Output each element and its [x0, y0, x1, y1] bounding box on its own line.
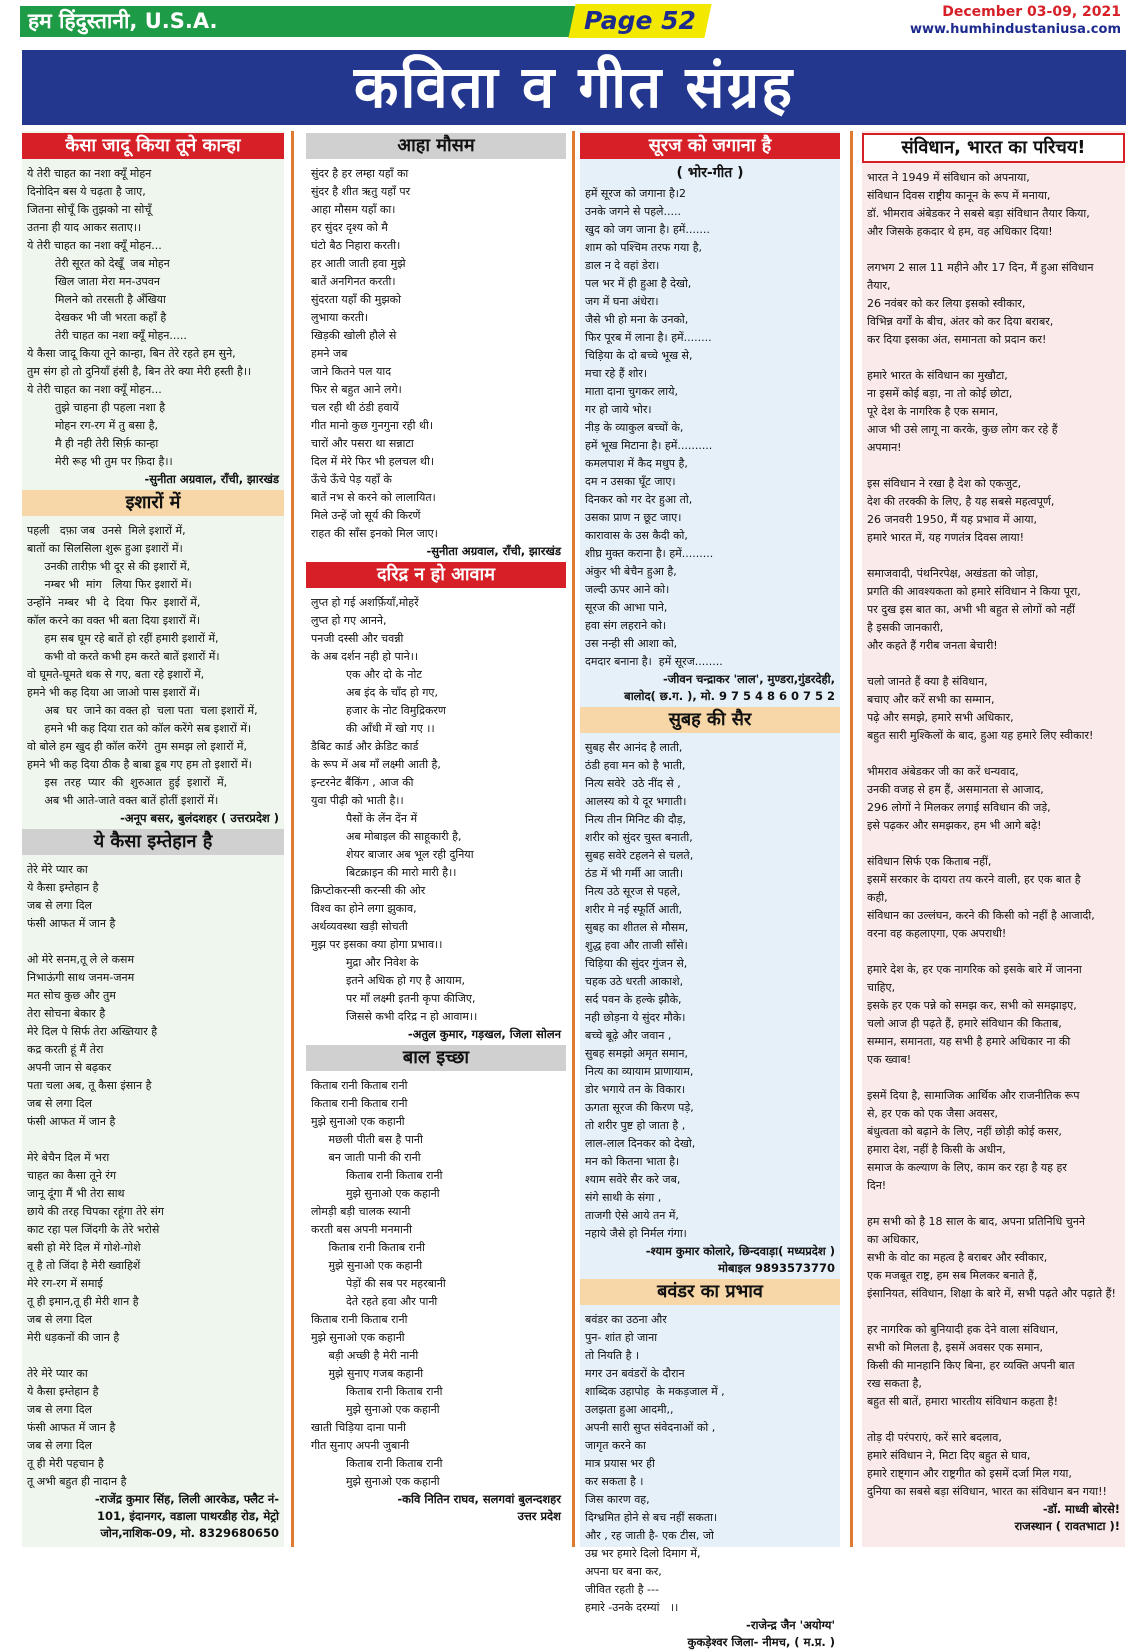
- poem-body: हमें सूरज को जगाना है।2 उनके जगने से पहले..... खुद को जग जाना है। हमें....... शाम को पश्चिम तरफ गया है, डाल न दे वहां डेरा। पल भर में ही हुआ है देखो, जग में घना अंधेरा। जैसे भी हो मना के उनको, फिर पूरब में लाना है। हमें........ चिड़िया के दो बच्चे भूख से, मचा रहे हैं शोर। माता दाना चुगकर लाये, गर हो जाये भोर। नीड़ के व्याकुल बच्चों के, हमें भूख मिटाना है। हमें.......... कमलपाश में कैद मधुप है, दम न उसका घूँट जाए। दिनकर को गर देर हुआ तो, उसका प्राण न छूट जाए। कारावास के उस कैदी को, शीघ्र मुक्त कराना है। हमें......... अंकुर भी बेचैन हुआ है, जल्दी ऊपर आने को। सूरज की आभा पाने, हवा संग लहराने को। उस नन्ही सी आशा को, दमदार बनाना है। हमें सूरज........: [585, 187, 723, 668]
- website-link[interactable]: www.humhindustaniusa.com: [909, 22, 1121, 37]
- page-number: [568, 4, 711, 38]
- poem-author: -श्याम कुमार कोलारे, छिन्दवाड़ा( मध्यप्रदेश ) मोबाइल 9893573770: [645, 1244, 835, 1275]
- poem-title: सुबह की सैर: [580, 707, 840, 733]
- column-3: [580, 131, 840, 1649]
- poem-title: बाल इच्छा: [306, 1045, 566, 1071]
- poem-author: -राजेंद्र कुमार सिंह, लिली आरकेड, फ्लैट नं- 101, इंदानगर, वडाला पाथरडीह रोड, मेट्रो जोन,नाशिक-09, मो. 8329680650: [94, 1492, 279, 1540]
- page-header: [0, 0, 1135, 44]
- poem-author: -सुनीता अग्रवाल, राँची, झारखंड: [426, 544, 561, 558]
- poem-author: -अनूप बसर, बुलंदशहर ( उत्तरप्रदेश ): [120, 811, 279, 825]
- poem-body: लुप्त हो गई अशर्फ़ियाँ,मोहरें लुप्त हो गए आनने, पनजी दस्सी और चवन्नी के अब दर्शन नही हो पाने।। एक और दो के नोट अब इंद के चाँद हो गए, हजार के नोट विमुद्रिकरण की आँधी में खो गए ।। डैबिट कार्ड और क्रेडिट कार्ड के रूप में अब माँ लक्ष्मी आती है, इन्टरनेट बैंकिंग , आज की युवा पीढ़ी को भाती है।। पैसों के लेंन देंन में अब मोबाइल की साहूकारी है, शेयर बाजार अब भूल रही दुनिया बिटक्राइन की मारो मारी है।। क्रिप्टोकरन्सी करन्सी की ओर विश्व का होने लगा झुकाव, अर्थव्यवस्था खड़ी सोचती मुझ पर इसका क्या होगा प्रभाव।। मुद्रा और निवेश के इतने अधिक हो गए है आयाम, पर माँ लक्ष्मी इतनी कृपा कीजिए, जिससे कभी दरिद्र न हो आवाम।।: [311, 596, 478, 1023]
- column-divider: [291, 131, 294, 1547]
- poem-title: संविधान, भारत का परिचय!: [862, 133, 1125, 163]
- column-2: [306, 131, 566, 1547]
- poem-title: आहा मौसम: [306, 133, 566, 159]
- poem-author: -जीवन चन्द्राकर 'लाल', मुण्डरा,गुंडरदेही, बालोद( छ.ग. ), मो. 9 7 5 4 8 6 0 7 5 2: [624, 672, 835, 703]
- poem-body: सुबह सैर आनंद है लाती, ठंडी हवा मन को है भाती, नित्य सवेरे उठे नींद से , आलस्य को ये दूर भगाती। नित्य तीन मिनिट की दौड़, शरीर को सुंदर चुस्त बनाती, सुबह सवेरे टहलने से चलते, ठंड में भी गर्मी आ जाती। नित्य उठे सूरज से पहले, शरीर मे नई स्फूर्ति आती, सुबह का शीतल से मौसम, शुद्ध हवा और ताजी साँसे। चिड़िया की सुंदर गुंजन से, चहक उठे धरती आकाशे, सर्द पवन के हल्के झौके, नही छोड़ना ये सुंदर मौके। बच्चे बूढ़े और जवान , सुबह समझो अमृत समान, नित्य का व्यायाम प्राणायाम, डोर भगाये तन के विकार। ऊगता सूरज की किरण पड़े, तो शरीर पुष्ट हो जाता है , लाल-लाल दिनकर को देखो, मन को कितना भाता है। श्याम सवेरे सैर करे जब, संगे साथी के संगा , ताजगी ऐसे आये तन में, नहाये जैसे हो निर्मल गंगा।: [585, 741, 696, 1240]
- column-divider: [572, 131, 575, 1547]
- poem-title: ये कैसा इम्तेहान है: [22, 829, 284, 855]
- poem-author: -सुनीता अग्रवाल, राँची, झारखंड: [144, 472, 279, 486]
- poem-author: -कवि नितिन राघव, सलगवां बुलन्दशहर उत्तर प्रदेश: [397, 1492, 561, 1523]
- page-number-text: Page 52: [584, 6, 696, 35]
- issue-date: December 03-09, 2021: [942, 4, 1121, 20]
- poem-title: कैसा जादू किया तूने कान्हा: [22, 133, 284, 159]
- poem-title: इशारों में: [22, 490, 284, 516]
- poem-body: किताब रानी किताब रानी किताब रानी किताब रानी मुझे सुनाओ एक कहानी मछली पीती बस है पानी बन जाती पानी की रानी किताब रानी किताब रानी मुझे सुनाओ एक कहानी लोमड़ी बड़ी चालक स्यानी करती बस अपनी मनमानी किताब रानी किताब रानी मुझे सुनाओ एक कहानी पेड़ों की सब पर महरबानी देते रहते हवा और पानी किताब रानी किताब रानी मुझे सुनाओ एक कहानी बड़ी अच्छी है मेरी नानी मुझे सुनाए गजब कहानी किताब रानी किताब रानी मुझे सुनाओ एक कहानी खाती चिड़िया दाना पानी गीत सुनाए अपनी जुबानी किताब रानी किताब रानी मुझे सुनाओ एक कहानी: [311, 1079, 446, 1488]
- poem-body: बवंडर का उठना और पुन- शांत हो जाना तो नियति है । मगर उन बवंडरों के दौरान शाब्दिक उहापोह के मकड़जाल में , उलझता हुआ आदमी,, अपनी सारी सुप्त संवेदनाओं को , जागृत करने का मात्र प्रयास भर ही कर सकता है । जिस कारण वह, दिग्भ्रमित होने से बच नहीं सकता। और , रह जाती है- एक टीस, जो उम्र भर हमारे दिलो दिमाग में, अपना घर बना कर, जीवित रहती है --- हमारे -उनके दरम्यां ।।: [585, 1313, 725, 1614]
- poem-body: भारत ने 1949 में संविधान को अपनाया, संविधान दिवस राष्ट्रीय कानून के रूप में मनाया, डॉ. भीमराव अंबेडकर ने सबसे बड़ा संविधान तैयार किया, और जिसके हकदार थे हम, वह अधिकार दिया! लगभग 2 साल 11 महीने और 17 दिन, मैं हुआ संविधान तैयार, 26 नवंबर को कर लिया इसको स्वीकार, विभिन्न वर्गों के बीच, अंतर को कर दिया बराबर, कर दिया इसका अंत, समानता को प्रदान कर! हमारे भारत के संविधान का मुखौटा, ना इसमें कोई बड़ा, ना तो कोई छोटा, पूरे देश के नागरिक है एक समान, आज भी उसे लागू ना करके, कुछ लोग कर रहे हैं अपमान! इस संविधान ने रखा है देश को एकजुट, देश की तरक्की के लिए, है यह सबसे महत्वपूर्ण, 26 जनवरी 1950, मैं यह प्रभाव में आया, हमारे भारत में, यह गणतंत्र दिवस लाया! समाजवादी, पंथनिरपेक्ष, अखंडता को जोड़ा, प्रगति की आवश्यकता को हमारे संविधान ने किया पूरा, पर दुख इस बात का, अभी भी बहुत से लोगों को नहीं है इसकी जानकारी, और कहते हैं गरीब जनता बेचारी! चलो जानते हैं क्या है संविधान, बचाए और करें सभी का सम्मान, पढ़े और समझे, हमारे सभी अधिकार, बहुत सारी मुश्किलों के बाद, हुआ यह हमारे लिए स्वीकार! भीमराव अंबेडकर जी का करें धन्यवाद, उनकी वजह से हम हैं, असमानता से आजाद, 296 लोगों ने मिलकर लगाई सविधान की जड़े, इसे पढ़कर और समझकर, हम भी आगे बढ़े! संविधान सिर्फ एक किताब नहीं, इसमें सरकार के दायरा तय करने वाली, हर एक बात है कही, संविधान का उल्लंघन, करने की किसी को नहीं है आजादी, वरना वह कहलाएगा, एक अपराधी! हमारे देश के, हर एक नागरिक को इसके बारे में जानना चाहिए, इसके हर एक पन्ने को समझ कर, सभी को समझाइए, चलो आज ही पढ़ते हैं, हमारे संविधान की किताब, सम्मान, समानता, यह सभी है हमारे अधिकार ना की एक ख्वाब! इसमें दिया है, सामाजिक आर्थिक और राजनीतिक रूप से, हर एक को एक जैसा अवसर, बंधुत्वता को बढ़ाने के लिए, नहीं छोड़ी कोई कसर, हमारा देश, नहीं है किसी के अधीन, समाज के कल्याण के लिए, काम कर रहा है यह हर दिन! हम सभी को है 18 साल के बाद, अपना प्रतिनिधि चुनने का अधिकार, सभी के वोट का महत्व है बराबर और स्वीकार, एक मजबूत राष्ट्र, हम सब मिलकर बनाते हैं, इंसानियत, संविधान, शिक्षा के बारे में, सभी पढ़ते और पढ़ाते हैं! हर नागरिक को बुनियादी हक देने वाला संविधान, सभी को मिलता है, इसमें अवसर एक समान, किसी की मानहानि किए बिना, हर व्यक्ति अपनी बात रख सकता है, बहुत सी बातें, हमारा भारतीय संविधान कहता है! तोड़ दी परंपराएं, करें सारे बदलाव, हमारे संविधान ने, मिटा दिए बहुत से घाव, हमारे राष्ट्गान और राष्ट्रगीत को इसमें दर्जा मिल गया, दुनिया का सबसे बड़ा संविधान, भारत का संविधान बन गया!!: [867, 171, 1116, 1498]
- poem-title: सूरज को जगाना है: [580, 133, 840, 159]
- poem-author: -अतुल कुमार, गड़खल, जिला सोलन: [407, 1027, 561, 1041]
- poem-body: सुंदर है हर लम्हा यहाँ का सुंदर है शीत ऋतु यहाँ पर आहा मौसम यहाँ का। हर सुंदर दृश्य को मै घंटो बैठ निहारा करती। हर आती जाती हवा मुझे बातें अनगिनत करती। सुंदरता यहाँ की मुझको लुभाया करती। खिड़की खोली हौले से हमने जब जाने कितने पल याद फिर से बहुत आने लगे। चल रही थी ठंडी हवायें गीत मानो कुछ गुनगुना रही थी। चारों और पसरा था सन्नाटा दिल में मेरे फिर भी हलचल थी। ऊँचे ऊँचे पेड़ यहाँ के बातें नभ से करने को लालायित। मिले उन्हें जो सूर्य की किरणें राहत की साँस इनको मिल जाए।: [311, 167, 438, 540]
- poem-title: दरिद्र न हो आवाम: [306, 562, 566, 588]
- poem-body: तेरे मेरे प्यार का ये कैसा इम्तेहान है जब से लगा दिल फंसी आफत में जान है ओ मेरे सनम,तू ले ले कसम निभाऊंगी साथ जनम-जनम मत सोच कुछ और तुम तेरा सोचना बेकार है मेरे दिल पे सिर्फ तेरा अख्तियार है कद्र करती हूं मैं तेरा अपनी जान से बढ़कर पता चला अब, तू कैसा इंसान है जब से लगा दिल फंसी आफत में जान है मेरे बेचैन दिल में भरा चाहत का कैसा तूने रंग जानू दूंगा मैं भी तेरा साथ छाये की तरह चिपका रहूंगा तेरे संग काट रहा पल जिंदगी के तेरे भरोसे बसी हो मेरे दिल में गोशे-गोशे तू है तो जिंदा है मेरी ख्वाहिशें मेरे रग-रग में समाई तू ही इमान,तू ही मेरी शान है जब से लगा दिल मेरी धड़कनों की जान है तेरे मेरे प्यार का ये कैसा इम्तेहान है जब से लगा दिल फंसी आफत में जान है जब से लगा दिल तू ही मेरी पहचान है तू अभी बहुत ही नादान है: [27, 863, 164, 1488]
- poem-author: -राजेन्द्र जैन 'अयोग्य' कुकड़ेश्वर जिला- नीमच, ( म.प्र. ): [687, 1618, 835, 1649]
- poem-title: बवंडर का प्रभाव: [580, 1279, 840, 1305]
- publication-name: हम हिंदुस्तानी, U.S.A.: [20, 6, 575, 37]
- column-4: [862, 131, 1125, 1547]
- poem-body: पहली दफ़ा जब उनसे मिले इशारों में, बातों का सिलसिला शुरू हुआ इशारों में। उनकी तारीफ़ भी दूर से की इशारों में, नम्बर भी मांग लिया फिर इशारों में। उन्होंने नम्बर भी दे दिया फिर इशारों में, कॉल करने का वक्त भी बता दिया इशारों में। हम सब घूम रहे बातें हो रहीं हमारी इशारों में, कभी वो करते कभी हम करते बातें इशारों में। वो घूमते-घूमते थक से गए, बता रहे इशारों में, हमने भी कह दिया आ जाओ पास इशारों में। अब घर जाने का वक्त हो चला पता चला इशारों में, हमने भी कह दिया रात को कॉल करेंगे सब इशारों में। वो बोले हम खुद ही कॉल करेंगे तुम समझ लो इशारों में, हमने भी कह दिया ठीक है बाबा डूब गए हम तो इशारों में। इस तरह प्यार की शुरुआत हुई इशारों में, अब भी आते-जाते वक्त बातें होतीं इशारों में।: [27, 524, 258, 807]
- section-banner: कविता व गीत संग्रह: [22, 50, 1126, 125]
- poem-body: ये तेरी चाहत का नशा क्यूँ मोहन दिनोदिन बस ये चढ़ता है जाए, जितना सोचूँ कि तुझको ना सोचूँ उतना ही याद आकर सताए।। ये तेरी चाहत का नशा क्यूँ मोहन... तेरी सूरत को देखूँ जब मोहन खिल जाता मेरा मन-उपवन मिलने को तरसती है अँखिया देखकर भी जी भरता कहाँ है तेरी चाहत का नशा क्यूँ मोहन..... ये कैसा जादू किया तूने कान्हा, बिन तेरे रहते हम सुने, तुम संग हो तो दुनियाँ हंसी है, बिन तेरे क्या मेरी हस्ती है।। ये तेरी चाहत का नशा क्यूँ मोहन... तुझे चाहना ही पहला नशा है मोहन रग-रग में तु बसा है, मै ही नही तेरी सिर्फ़ कान्हा मेरी रूह भी तुम पर फ़िदा है।।: [27, 167, 252, 468]
- poem-subtitle: ( भोर-गीत ): [676, 165, 744, 181]
- column-divider: [850, 131, 853, 1547]
- column-1: [22, 131, 284, 1547]
- poem-author: -डॉ. माध्वी बोरसे! राजस्थान ( रावतभाटा )!: [1014, 1502, 1120, 1533]
